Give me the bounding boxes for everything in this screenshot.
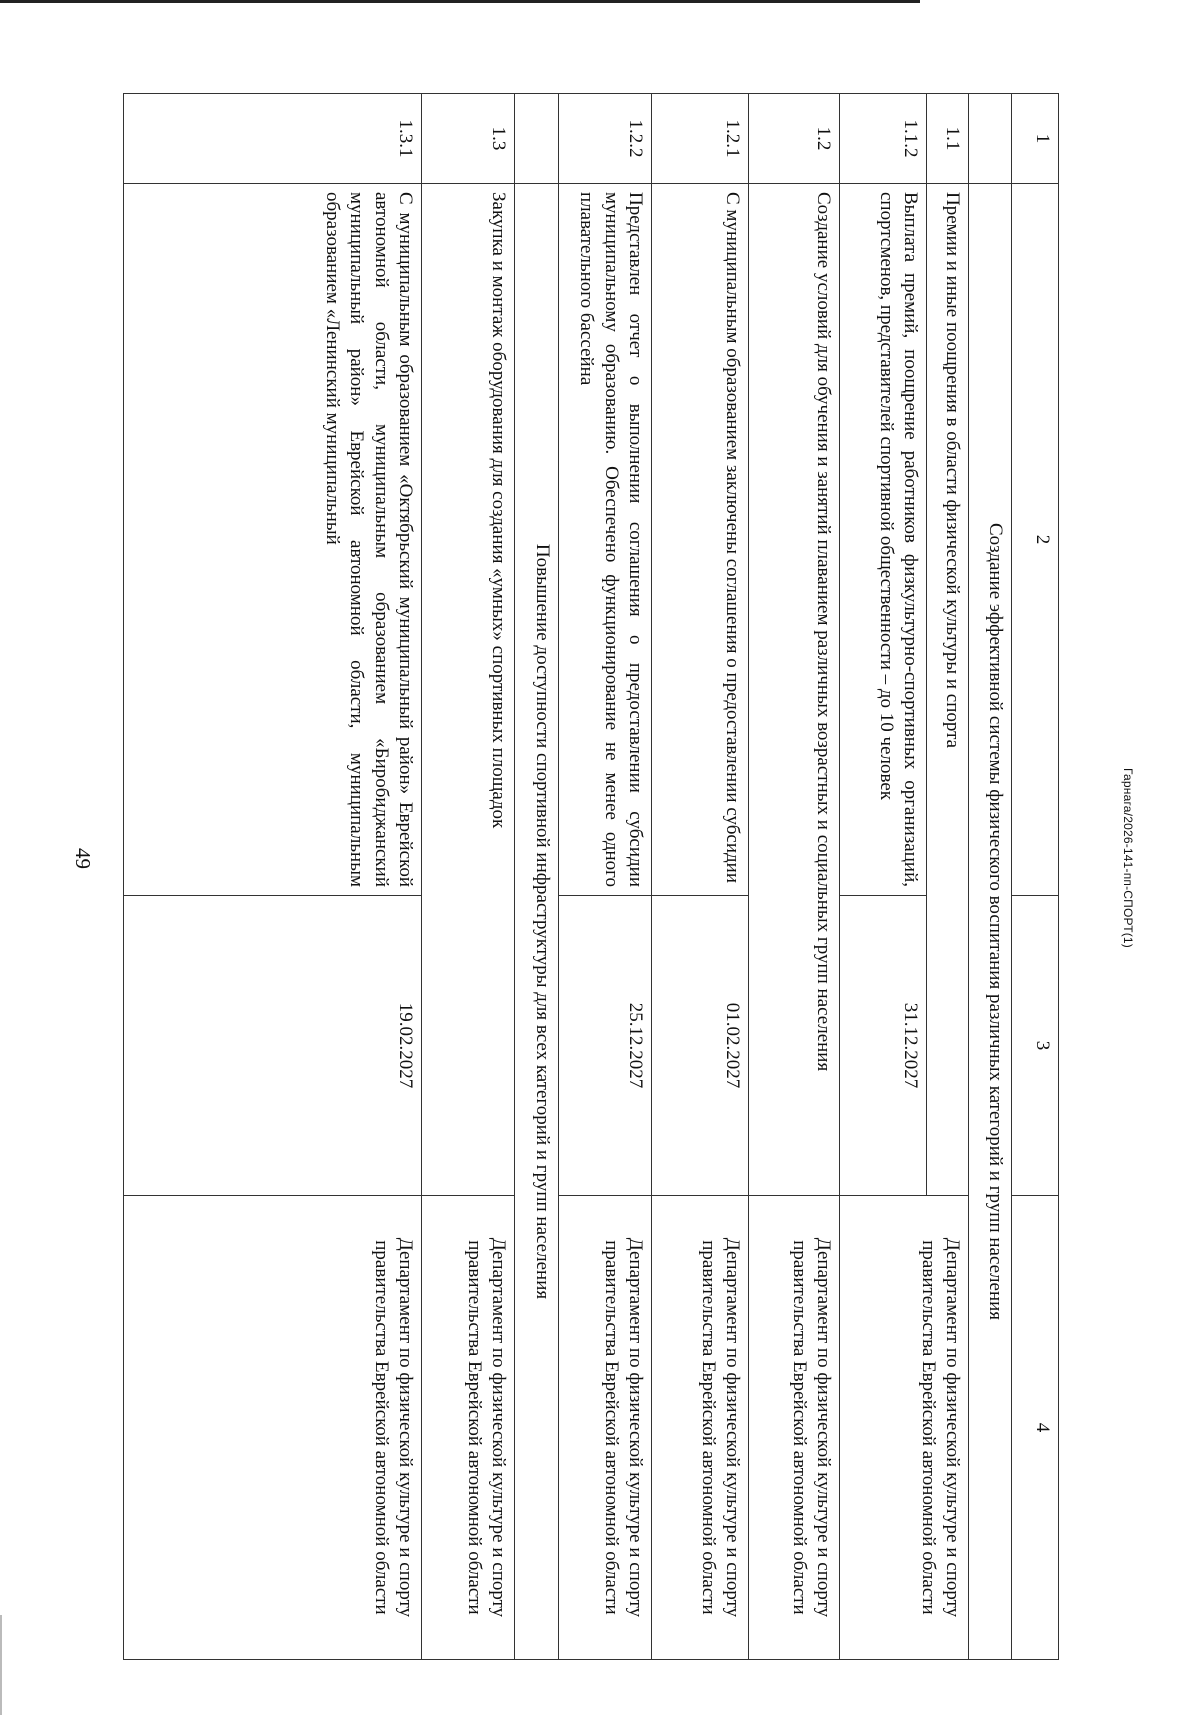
header-col-1: 1: [1012, 94, 1059, 184]
row-number: 1.2.2: [559, 94, 652, 184]
table-row: [124, 94, 422, 1660]
row-number: 1.1: [927, 94, 969, 184]
plan-table: [123, 93, 1059, 1660]
header-row: [1012, 94, 1059, 1660]
row-number: 1.1.2: [840, 94, 927, 184]
footer-code: [1108, 0, 1148, 1716]
responsible-dept: Департамент по физической культуре и спорту правительства Еврейской автономной области: [124, 1196, 422, 1660]
scan-edge-mark: [0, 1615, 2, 1715]
row-text: Выплата премий, поощрение работников физкультурно-спортивных организаций, спортсменов, представителей спортивной общественности – до 10 человек: [840, 184, 927, 896]
row-number: 1.2.1: [652, 94, 749, 184]
row-date: 25.12.2027: [559, 896, 652, 1196]
page-number: [52, 0, 112, 1716]
section-num-cell: [515, 94, 559, 184]
section-row: [969, 94, 1012, 1660]
footer-code-text: Гарнага/2026-141-пп-СПОРТ(1): [1121, 768, 1136, 948]
row-text: С муниципальным образованием заключены соглашения о предоставлении субсидии: [652, 184, 749, 896]
section-title: Создание эффективной системы физического воспитания различных категорий и групп населения: [969, 184, 1012, 1660]
page-number-text: 49: [70, 847, 95, 869]
responsible-dept: Департамент по физической культуре и спорту правительства Еврейской автономной области: [749, 1196, 840, 1660]
row-date: 31.12.2027: [840, 896, 927, 1196]
section-title: Повышение доступности спортивной инфраструктуры для всех категорий и групп населения: [515, 184, 559, 1660]
header-col-4: 4: [1012, 1196, 1059, 1660]
row-number: 1.3.1: [124, 94, 422, 184]
responsible-dept: Департамент по физической культуре и спорту правительства Еврейской автономной области: [559, 1196, 652, 1660]
table-row: [927, 94, 969, 1660]
row-date: 01.02.2027: [652, 896, 749, 1196]
responsible-dept: Департамент по физической культуре и спорту правительства Еврейской автономной области: [840, 1196, 969, 1660]
row-number: 1.3: [422, 94, 515, 184]
row-text: Представлен отчет о выполнении соглашения о предоставлении субсидии муниципальному образованию. Обеспечено функционирование не менее одного плавательного бассейна: [559, 184, 652, 896]
table-row: [422, 94, 515, 1660]
responsible-dept: Департамент по физической культуре и спорту правительства Еврейской автономной области: [422, 1196, 515, 1660]
row-date: 19.02.2027: [124, 896, 422, 1196]
rotated-table-container: [123, 93, 1059, 1659]
header-col-3: 3: [1012, 896, 1059, 1196]
responsible-dept: Департамент по физической культуре и спорту правительства Еврейской автономной области: [652, 1196, 749, 1660]
table-row: [559, 94, 652, 1660]
section-row: [515, 94, 559, 1660]
row-text: Создание условий для обучения и занятий плаванием различных возрастных и социальных групп населения: [749, 184, 840, 1196]
row-text: Закупка и монтаж оборудования для создания «умных» спортивных площадок: [422, 184, 515, 1196]
section-num-cell: [969, 94, 1012, 184]
row-number: 1.2: [749, 94, 840, 184]
row-text: С муниципальным образованием «Октябрьский муниципальный район» Еврейской автономной области, муниципальным образованием «Биробиджанский муниципальный район» Еврейской автономной области, муниципальным образованием «Ленинский муниципальный: [124, 184, 422, 896]
row-text: Премии и иные поощрения в области физической культуры и спорта: [927, 184, 969, 1196]
table-row: [749, 94, 840, 1660]
top-border-line: [0, 0, 920, 3]
table-row: [652, 94, 749, 1660]
header-col-2: 2: [1012, 184, 1059, 896]
